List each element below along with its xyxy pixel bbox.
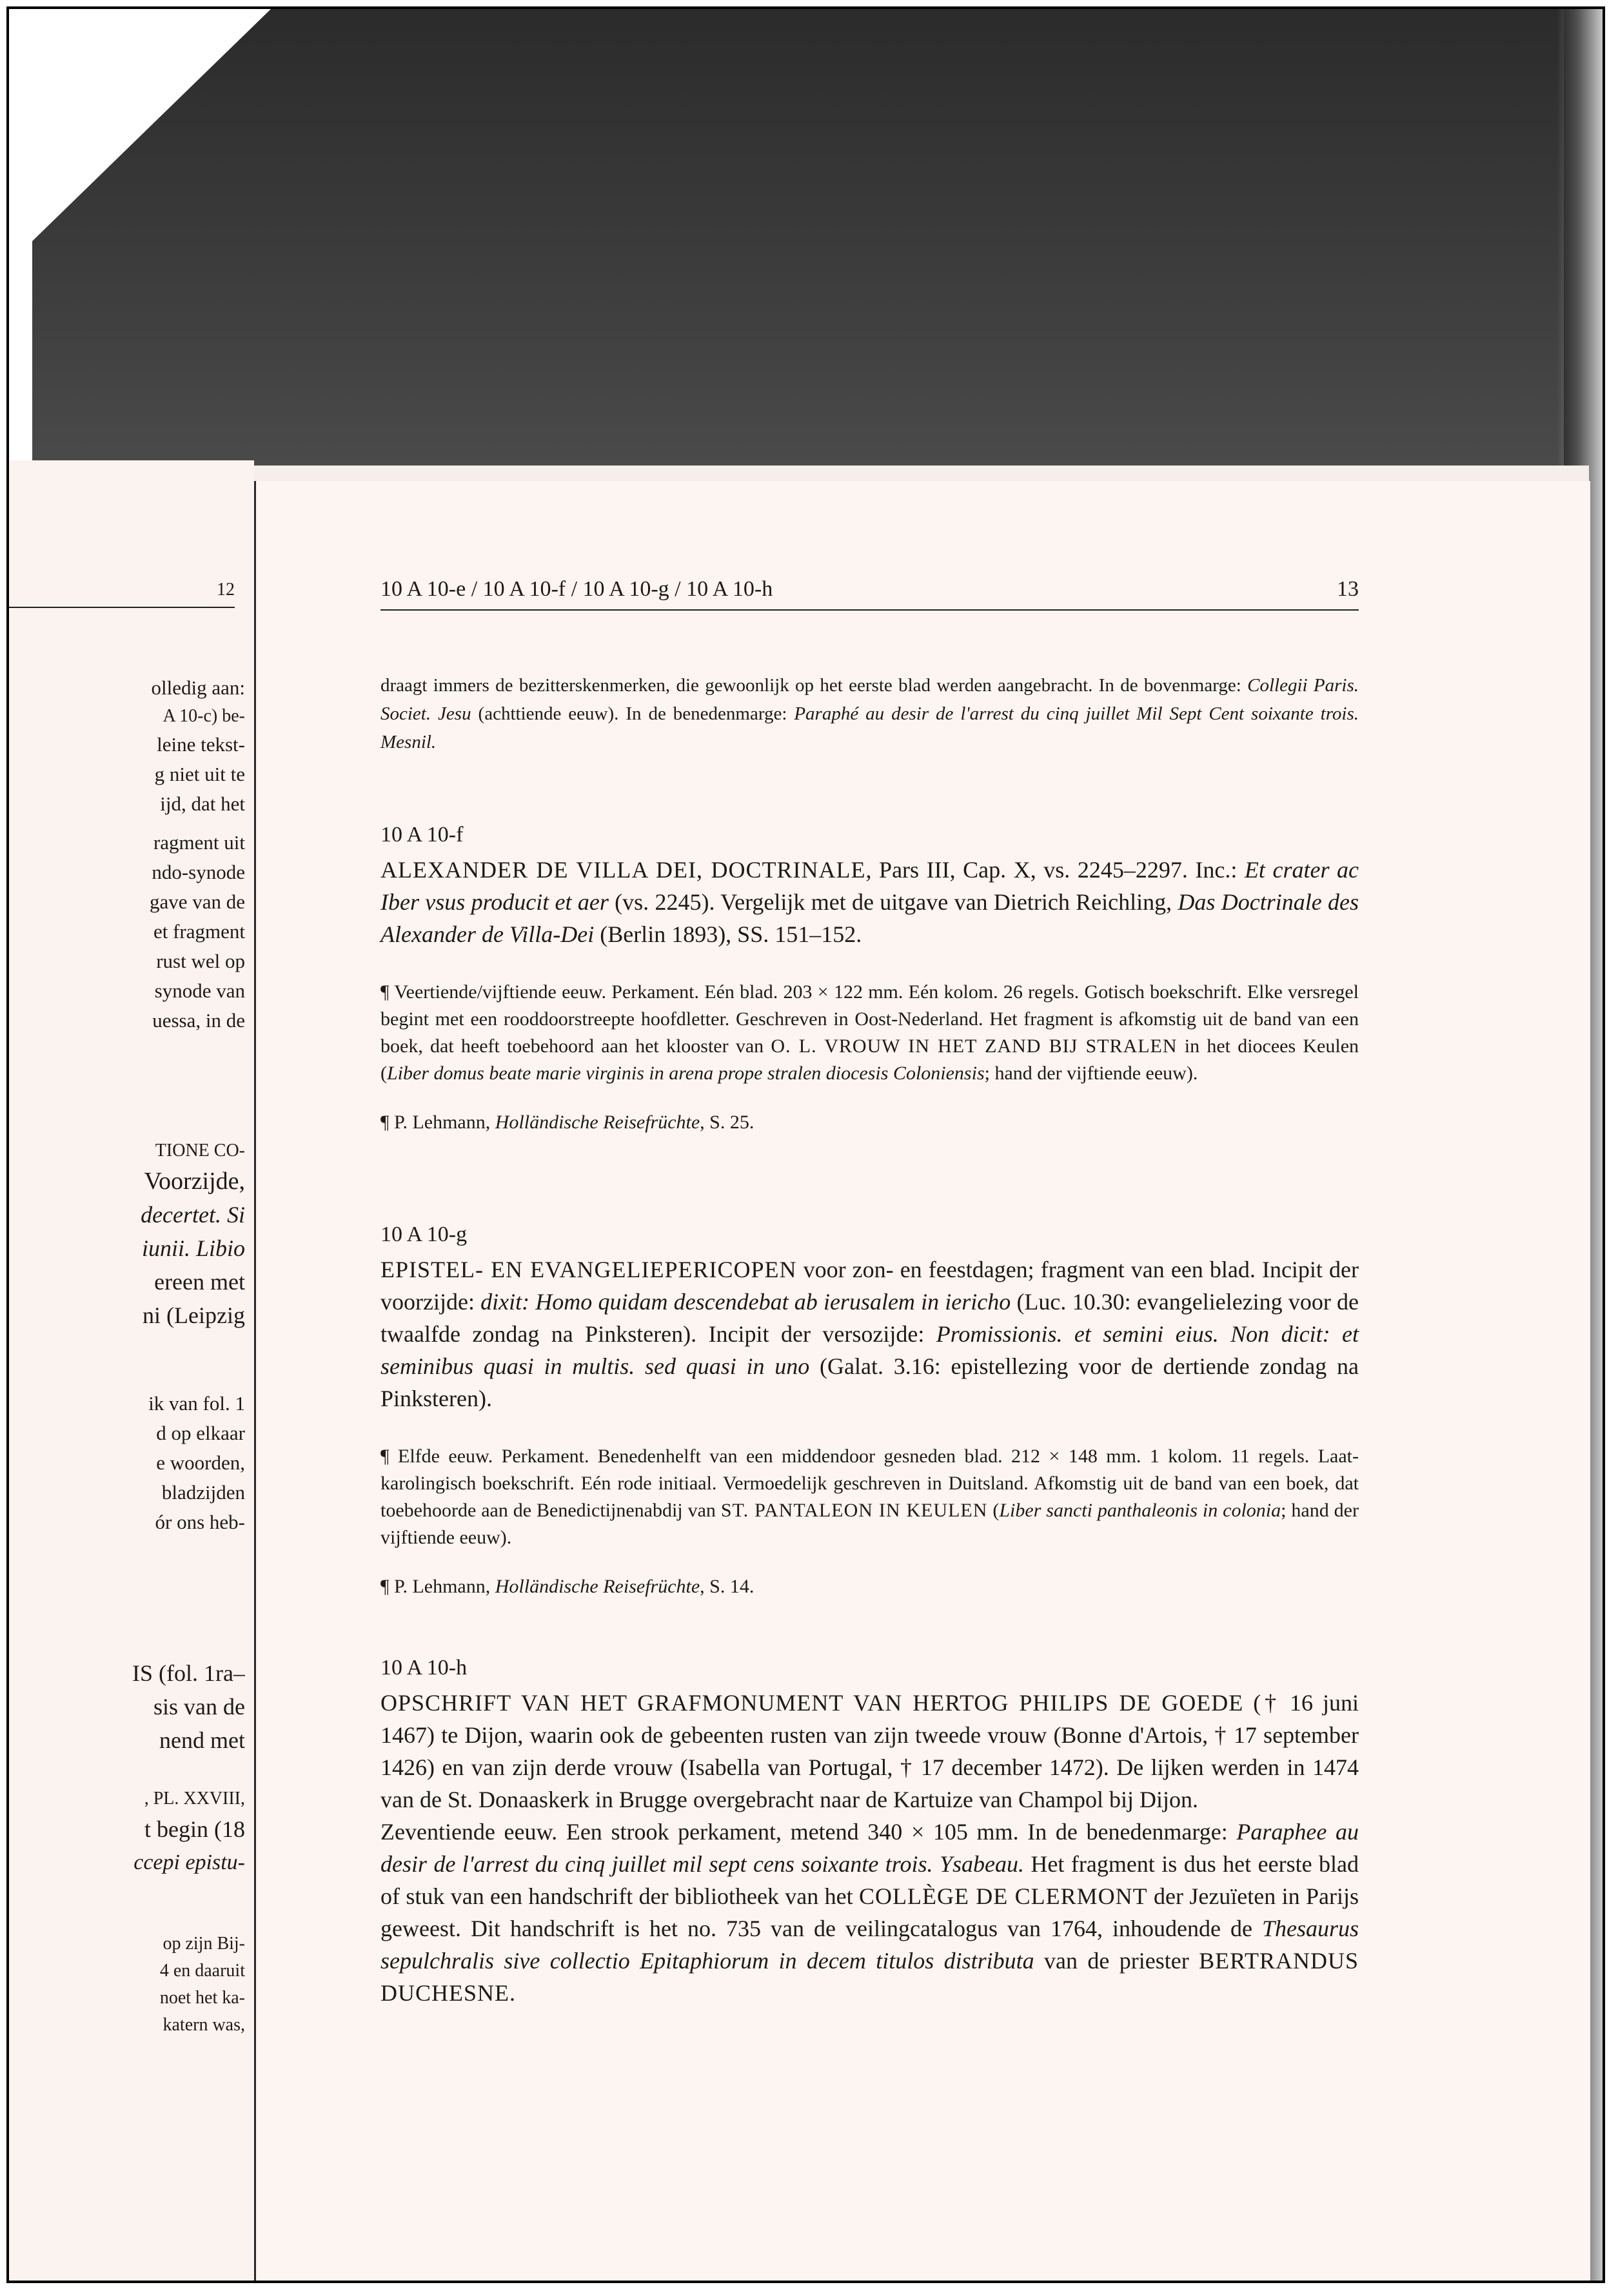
section-10a10f xyxy=(380,823,1359,1136)
left-text-block-2 xyxy=(13,828,245,1035)
left-line: bladzijden xyxy=(161,1481,245,1504)
left-line: katern was, xyxy=(163,2015,245,2035)
left-line: e woorden, xyxy=(156,1451,245,1474)
left-line: rust wel op xyxy=(156,950,245,972)
left-line: et fragment xyxy=(153,920,245,943)
catalogue-title-italic: Thesaurus sepulchralis sive collectio Epitaphiorum in decem titulos distributa xyxy=(380,1916,1359,1974)
section-reference xyxy=(380,1109,1359,1136)
intro-italic: Collegii Paris. Societ. Jesu xyxy=(380,675,1359,724)
ref-italic: Holländische Reisefrüchte xyxy=(495,1112,700,1133)
left-line: Voorzijde, xyxy=(144,1168,245,1195)
incipit-italic: Et crater ac Iber vsus producit et aer xyxy=(380,857,1359,915)
desc-smallcaps: O. L. VROUW IN HET ZAND BIJ STRALEN xyxy=(771,1035,1178,1057)
left-text-block-1 xyxy=(13,673,245,819)
section-title-paragraph xyxy=(380,1253,1359,1415)
left-line: 4 en daaruit xyxy=(159,1961,245,1981)
running-head-title: 10 A 10-e / 10 A 10-f / 10 A 10-g / 10 A 10-h xyxy=(380,577,773,601)
desc-text: ( xyxy=(987,1500,1000,1521)
desc-text: ¶ Veertiende/vijftiende eeuw. Perkament. Eén blad. 203 × 122 mm. Eén kolom. 26 regels. Gotisch boekschrift. Elke versregel begint met een rooddoorstreepte hoofdletter. Geschreven in Oost-Nederland. Het fragment is afkomstig uit de band van een boek, dat heeft toebehoord aan het klooster van xyxy=(380,981,1359,1057)
left-line: synode van xyxy=(154,979,245,1002)
running-head xyxy=(380,577,1359,611)
ref-text: , S. 25. xyxy=(700,1112,755,1133)
scan-frame xyxy=(6,6,1605,2283)
desc-text: ; hand der vijftiende eeuw). xyxy=(380,1500,1359,1548)
left-line: IS (fol. 1ra– xyxy=(132,1660,245,1686)
ref-italic: Holländische Reisefrüchte xyxy=(495,1576,700,1597)
section-10a10g xyxy=(380,1222,1359,1600)
left-line: ereen met xyxy=(154,1269,245,1295)
left-line: ik van fol. 1 xyxy=(148,1392,245,1415)
section-text: , Pars III, Cap. X, vs. 2245–2297. Inc.: xyxy=(865,857,1245,883)
section-10a10h xyxy=(380,1656,1359,2009)
left-line: op zijn Bij- xyxy=(163,1934,245,1954)
section-id: 10 A 10-f xyxy=(380,823,464,847)
left-line: nend met xyxy=(159,1727,245,1753)
desc-italic: Liber domus beate marie virginis in arena prope stralen diocesis Coloniensis xyxy=(387,1063,985,1084)
left-line: sis van de xyxy=(153,1694,245,1720)
left-text-block-3 xyxy=(13,1137,245,1332)
section-description xyxy=(380,979,1359,1087)
work-title: EPISTEL- EN EVANGELIEPERICOPEN xyxy=(380,1257,797,1282)
intro-italic: Paraphé au desir de l'arrest du cinq juillet Mil Sept Cent soixante trois. Mesnil. xyxy=(380,703,1359,752)
left-line: ccepi epistu- xyxy=(133,1850,245,1874)
section-text: (Galat. 3.16: epistellezing voor de dertiende zondag na Pinksteren). xyxy=(380,1353,1359,1411)
left-line: t begin (18 xyxy=(144,1816,245,1842)
desc-italic: Liber sancti panthaleonis in colonia xyxy=(999,1500,1281,1521)
section-id: 10 A 10-g xyxy=(380,1222,468,1246)
work-title: ALEXANDER DE VILLA DEI, DOCTRINALE xyxy=(380,857,866,883)
section-text: (Luc. 10.30: evangelielezing voor de twaalfde zondag na Pinksteren). Incipit der versozijde: xyxy=(380,1289,1359,1347)
left-line: olledig aan: xyxy=(151,676,245,699)
section-text: der Jezuïeten in Parijs geweest. Dit handschrift is het no. 735 van de veilingcatalogus van 1764, inhoudende de xyxy=(380,1883,1359,1941)
desc-text: ¶ Elfde eeuw. Perkament. Benedenhelft van een middendoor gesneden blad. 212 × 148 mm. 1 kolom. 11 regels. Laat-karolingisch boekschrift. Eén rode initiaal. Vermoedelijk geschreven in Duitsland. Afkomstig uit de band van een boek, dat toebehoorde aan de Benedictijnenabdij van xyxy=(380,1446,1359,1521)
left-line: ragment uit xyxy=(153,831,245,854)
section-title-paragraph xyxy=(380,1687,1359,1816)
left-line: decertet. Si xyxy=(141,1202,245,1228)
left-text-block-6 xyxy=(13,1785,245,1879)
section-description xyxy=(380,1443,1359,1551)
section-text: voor zon- en feestdagen; fragment van een blad. Incipit der voorzijde: xyxy=(380,1257,1359,1315)
left-line: A 10-c) be- xyxy=(163,706,245,726)
section-text: . xyxy=(509,1980,516,2006)
left-line: d op elkaar xyxy=(156,1422,245,1444)
right-page xyxy=(254,481,1590,2283)
author-smallcaps: BERTRANDUS DUCHESNE xyxy=(380,1948,1359,2006)
incipit-italic: dixit: Homo quidam descendebat ab ierusalem in iericho xyxy=(480,1289,1011,1315)
desc-smallcaps: ST. PANTALEON IN KEULEN xyxy=(720,1500,988,1521)
section-reference xyxy=(380,1573,1359,1600)
intro-text: (achttiende eeuw). In de benedenmarge: xyxy=(471,703,794,724)
desc-text: in het diocees Keulen ( xyxy=(380,1035,1359,1084)
left-line: , PL. XXVIII, xyxy=(144,1789,245,1809)
left-line: noet het ka- xyxy=(159,1988,245,2008)
right-page-number: 13 xyxy=(1337,577,1359,601)
left-line: leine tekst- xyxy=(157,733,245,756)
section-text: (Berlin 1893), SS. 151–152. xyxy=(594,921,862,947)
section-text: Zeventiende eeuw. Een strook perkament, metend 340 × 105 mm. In de benedenmarge: xyxy=(380,1819,1237,1845)
ref-text: ¶ P. Lehmann, xyxy=(380,1112,495,1133)
work-title: OPSCHRIFT VAN HET GRAFMONUMENT VAN HERTOG PHILIPS DE GOEDE xyxy=(380,1690,1244,1716)
desc-text: ; hand der vijftiende eeuw). xyxy=(984,1063,1198,1084)
section-text: († 16 juni 1467) te Dijon, waarin ook de gebeenten rusten van zijn tweede vrouw (Bonne d'Artois, † 17 september 1426) en van zijn derde vrouw (Isabella van Portugal, † 17 december 1472). De lijken werden in 1474 van de St. Donaaskerk in Brugge overgebracht naar de Kartuize van Champol bij Dijon. xyxy=(380,1690,1359,1812)
left-text-block-7 xyxy=(13,1930,245,2039)
left-text-block-5 xyxy=(13,1656,245,1757)
left-line: uessa, in de xyxy=(152,1009,245,1032)
left-page-number: 12 xyxy=(9,580,235,608)
section-text: (vs. 2245). Vergelijk met de uitgave van Dietrich Reichling, xyxy=(608,889,1178,915)
section-body-paragraph xyxy=(380,1816,1359,2009)
left-page xyxy=(9,460,254,2283)
left-line: gave van de xyxy=(149,890,245,913)
margin-note-italic: Paraphee au desir de l'arrest du cinq juillet mil sept cens soixante trois. Ysabeau. xyxy=(380,1819,1359,1877)
left-line: TIONE CO- xyxy=(155,1141,245,1161)
left-line: ór ons heb- xyxy=(155,1511,245,1533)
left-line: iunii. Libio xyxy=(141,1235,245,1261)
intro-text: draagt immers de bezitterskenmerken, die gewoonlijk op het eerste blad werden aangebracht. In de bovenmarge: xyxy=(380,675,1248,696)
incipit-italic: Promissionis. et semini eius. Non dicit: et seminibus quasi in multis. sed quasi in uno xyxy=(380,1321,1359,1379)
left-line: ni (Leipzig xyxy=(143,1302,245,1328)
ref-text: ¶ P. Lehmann, xyxy=(380,1576,495,1597)
section-id: 10 A 10-h xyxy=(380,1656,468,1680)
institution-smallcaps: COLLÈGE DE CLERMONT xyxy=(858,1883,1148,1909)
ref-text: , S. 14. xyxy=(700,1576,755,1597)
section-text: van de priester xyxy=(1034,1948,1199,1974)
intro-paragraph xyxy=(380,671,1359,756)
edition-title-italic: Das Doctrinale des Alexander de Villa-Dei xyxy=(380,889,1359,947)
left-line: ijd, dat het xyxy=(160,792,245,815)
left-line: g niet uit te xyxy=(154,763,245,785)
section-text: Het fragment is dus het eerste blad of stuk van een handschrift der bibliotheek van het xyxy=(380,1851,1359,1909)
left-line: ndo-synode xyxy=(152,861,245,883)
section-title-paragraph xyxy=(380,854,1359,950)
left-text-block-4 xyxy=(13,1389,245,1537)
